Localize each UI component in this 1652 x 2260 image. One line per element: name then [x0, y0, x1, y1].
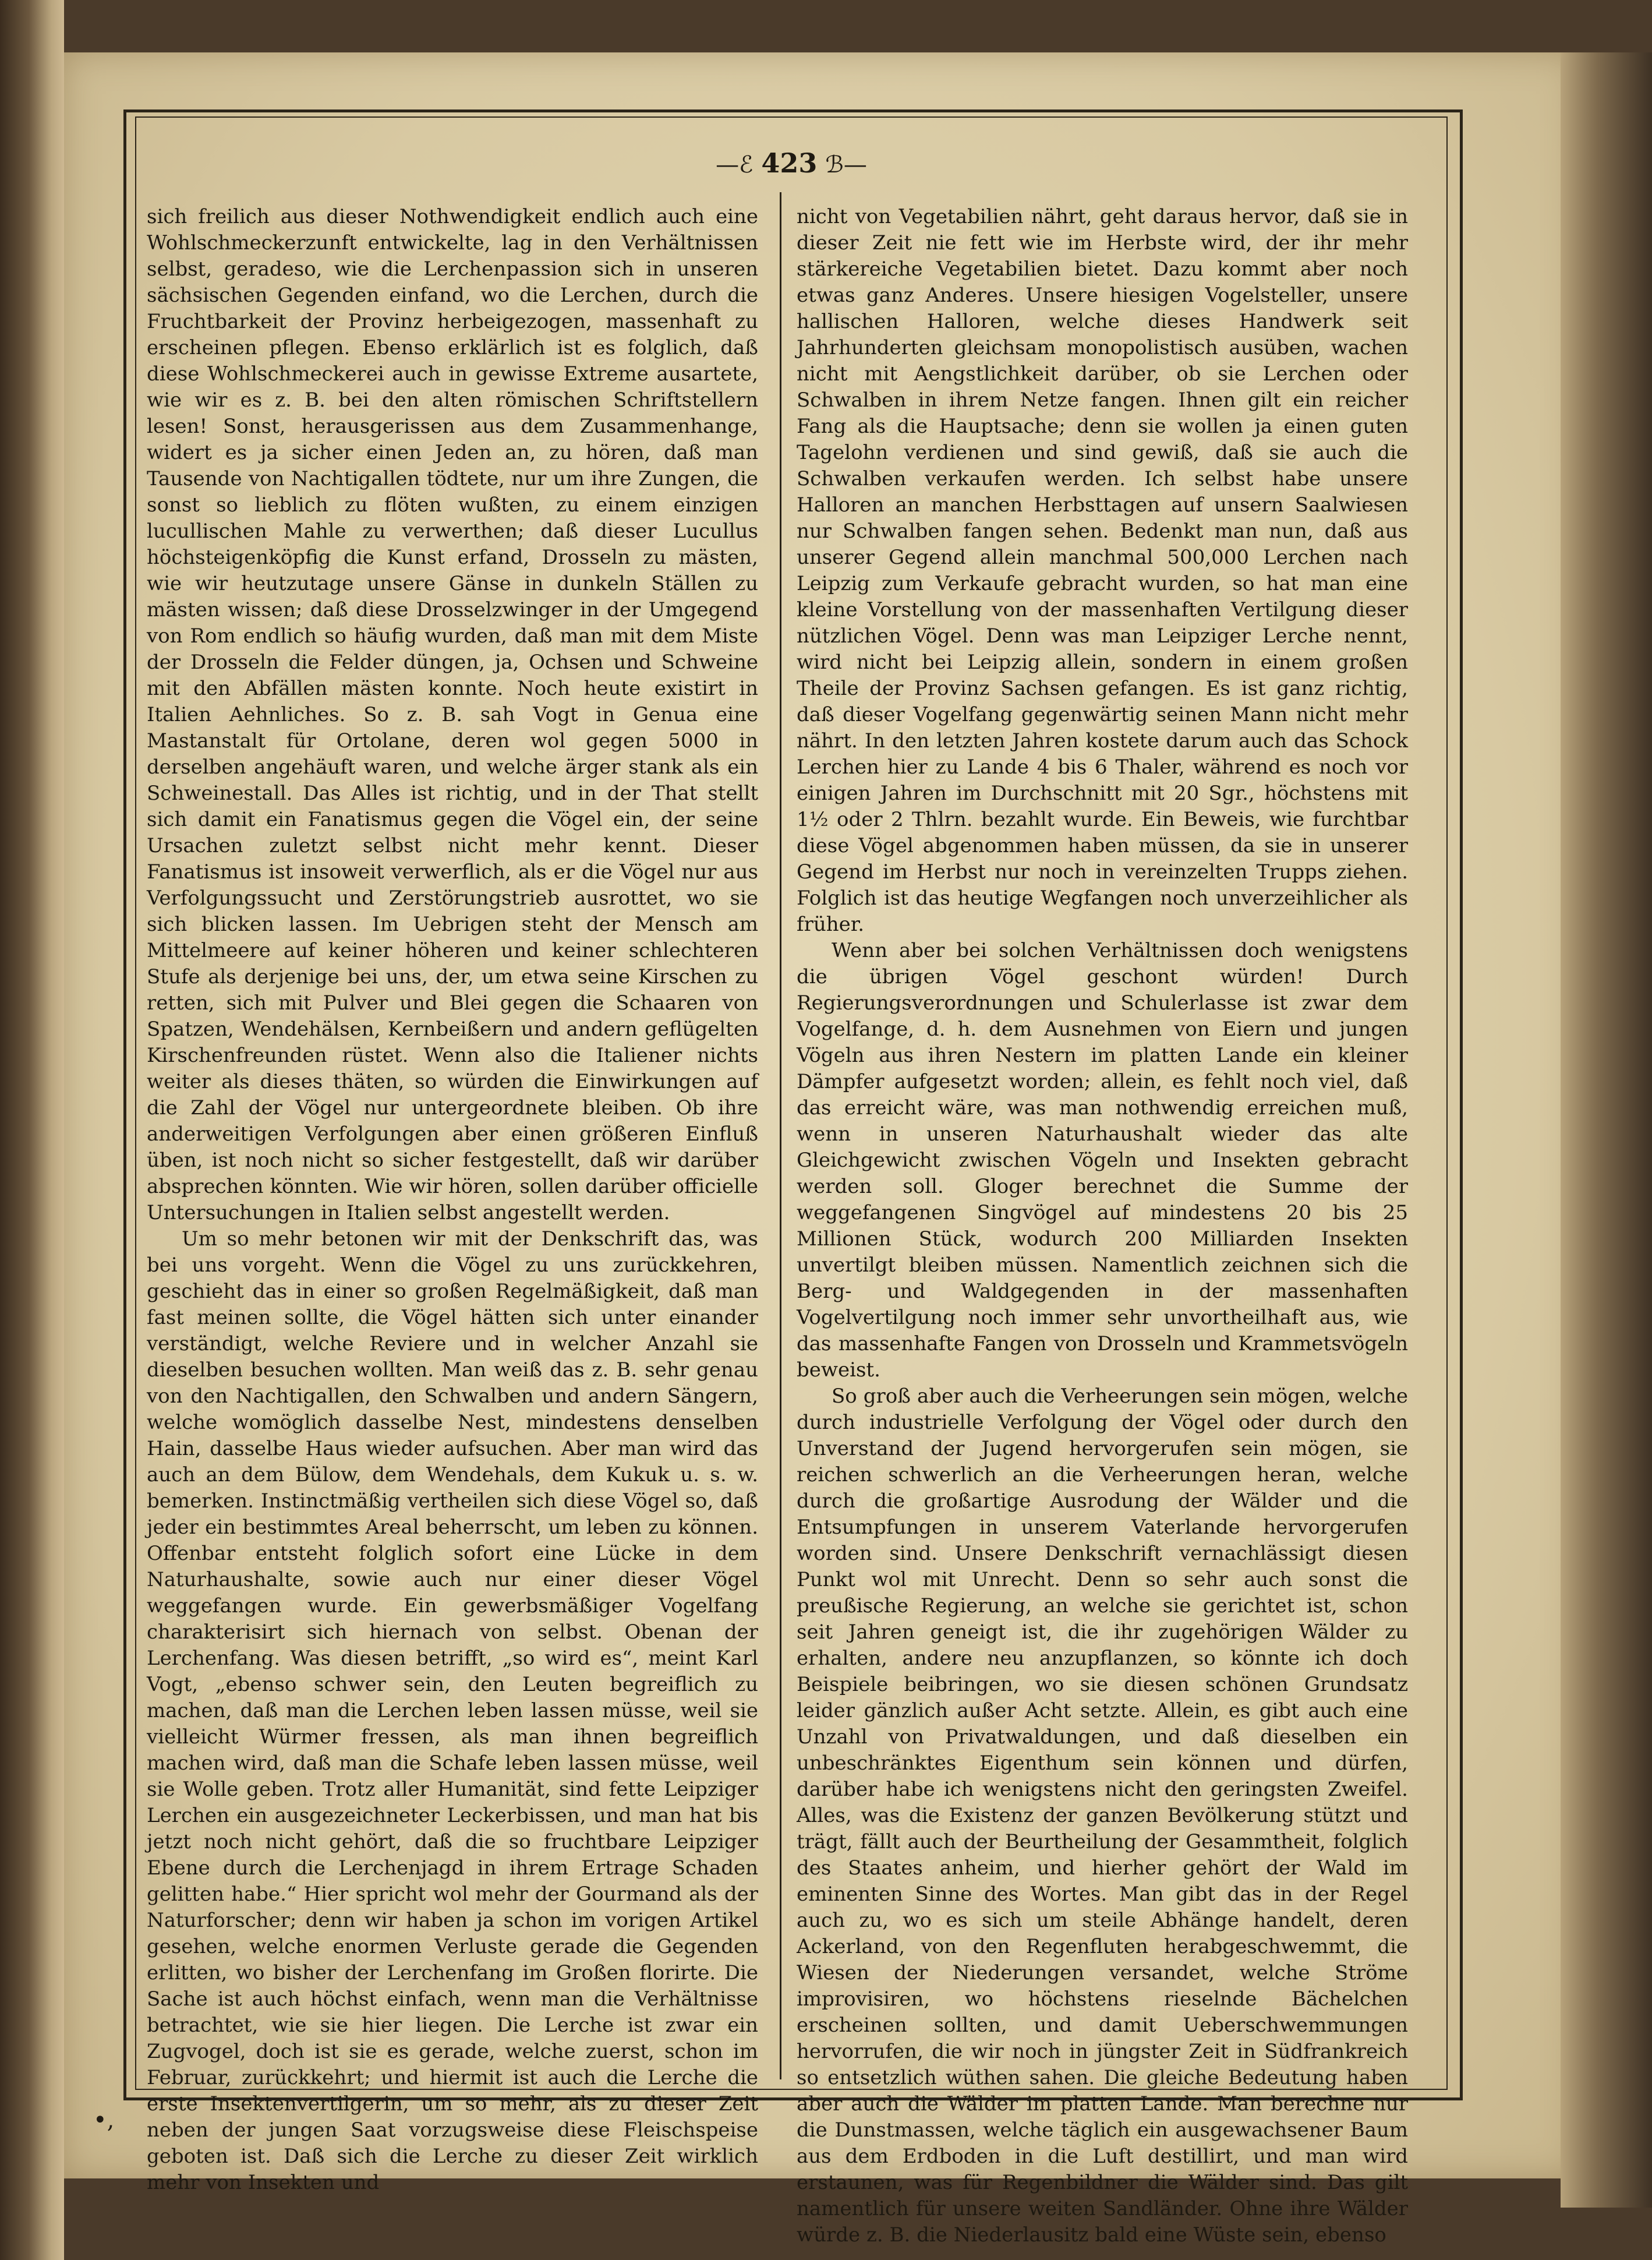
- ornament-right: ℬ—: [825, 151, 867, 178]
- right-paragraph-1: nicht von Vegetabilien nährt, geht daraus hervor, daß sie in dieser Zeit nie fett wie im Herbste wird, der ihr mehr stärkereiche Vegetabilien bietet. Dazu kommt aber noch etwas ganz Anderes. Unsere hiesigen Vogelsteller, unsere hallischen Halloren, welche dieses Handwerk seit Jahrhunderten gleichsam monopolistisch ausüben, wachen nicht mit Aengstlichkeit darüber, ob sie Lerchen oder Schwalben in ihrem Netze fangen. Ihnen gilt ein reicher Fang als die Hauptsache; denn sie wollen ja einen guten Tagelohn verdienen und sind gewiß, daß sie auch die Schwalben verkaufen werden. Ich selbst habe unsere Halloren an manchen Herbsttagen auf unsern Saalwiesen nur Schwalben fangen sehen. Bedenkt man nun, daß aus unserer Gegend allein manchmal 500,000 Lerchen nach Leipzig zum Verkaufe gebracht wurden, so hat man eine kleine Vorstellung von der massenhaften Vertilgung dieser nützlichen Vögel. Denn was man Leipziger Lerche nennt, wird nicht bei Leipzig allein, sondern in einem großen Theile der Provinz Sachsen gefangen. Es ist ganz richtig, daß dieser Vogelfang gegenwärtig seinen Mann nicht mehr nährt. In den letzten Jahren kostete darum auch das Schock Lerchen hier zu Lande 4 bis 6 Thaler, während es noch vor einigen Jahren im Durchschnitt mit 20 Sgr., höchstens mit 1½ oder 2 Thlrn. bezahlt wurde. Ein Beweis, wie furchtbar diese Vögel abgenommen haben müssen, da sie in unserer Gegend im Herbst nur noch in vereinzelten Trupps ziehen. Folglich ist das heutige Wegfangen noch unverzeihlicher als früher.: [797, 205, 1408, 936]
- right-paragraph-3: So groß aber auch die Verheerungen sein mögen, welche durch industrielle Verfolgung der Vögel oder durch den Unverstand der Jugend hervorgerufen sein mögen, sie reichen schwerlich an die Verheerungen heran, welche durch die großartige Ausrodung der Wälder und die Entsumpfungen in unserem Vaterlande hervorgerufen worden sind. Unsere Denkschrift vernachlässigt diesen Punkt wol mit Unrecht. Denn so sehr auch sonst die preußische Regierung, an welche sie gerichtet ist, schon seit Jahren geneigt ist, die ihr zugehörigen Wälder zu erhalten, andere neu anzupflanzen, so könnte ich doch Beispiele beibringen, wo sie diesen schönen Grundsatz leider gänzlich außer Acht setzte. Allein, es gibt auch eine Unzahl von Privatwaldungen, und daß dieselben ein unbeschränktes Eigenthum sein können und dürfen, darüber habe ich wenigstens nicht den geringsten Zweifel. Alles, was die Existenz der ganzen Bevölkerung stützt und trägt, fällt auch der Beurtheilung der Gesammtheit, folglich des Staates anheim, und hierher gehört der Wald im eminenten Sinne des Wortes. Man gibt das in der Regel auch zu, wo es sich um steile Abhänge handelt, deren Ackerland, von den Regenfluten herabgeschwemmt, die Wiesen der Niederungen versandet, welche Ströme improvisiren, wo höchstens rieselnde Bächelchen erscheinen sollten, und damit Ueberschwemmungen hervorrufen, die wir noch in jüngster Zeit in Südfrankreich so entsetzlich wüthen sahen. Die gleiche Bedeutung haben aber auch die Wälder im platten Lande. Man berechne nur die Dunstmassen, welche täglich ein ausgewachsener Baum aus dem Erdboden in die Luft destillirt, und man wird erstaunen, was für Regenbildner die Wälder sind. Das gilt namentlich für unsere weiten Sandländer. Ohne ihre Wälder würde z. B. die Niederlausitz bald eine Wüste sein, ebenso: [797, 1385, 1408, 2247]
- page-number-line: [708, 147, 875, 179]
- right-column: [797, 204, 1408, 2247]
- page-right-edge: [1561, 52, 1652, 2208]
- page-header: [135, 140, 1448, 186]
- book-spine-edge: [0, 0, 64, 2260]
- right-paragraph-2: Wenn aber bei solchen Verhältnissen doch wenigstens die übrigen Vögel geschont würden! Durch Regierungsverordnungen und Schulerlasse ist zwar dem Vogelfange, d. h. dem Ausnehmen von Eiern und jungen Vögeln aus ihren Nestern im platten Lande ein kleiner Dämpfer aufgesetzt worden; allein, es fehlt noch viel, daß das erreicht wäre, was man nothwendig erreichen muß, wenn in unseren Naturhaushalt wieder das alte Gleichgewicht zwischen Vögeln und Insekten gebracht werden soll. Gloger berechnet die Summe der weggefangenen Singvögel auf mindestens 20 bis 25 Millionen Stück, wodurch 200 Milliarden Insekten unvertilgt bleiben müssen. Namentlich zeichnen sich die Berg- und Waldgegenden in der massenhaften Vogelvertilgung noch immer sehr unvortheilhaft aus, wie das massenhafte Fangen von Drosseln und Krammetsvögeln beweist.: [797, 939, 1408, 1382]
- left-paragraph-1: sich freilich aus dieser Nothwendigkeit endlich auch eine Wohlschmeckerzunft entwickelte, lag in den Verhältnissen selbst, geradeso, wie die Lerchenpassion sich in unseren sächsischen Gegenden einfand, wo die Lerchen, durch die Fruchtbarkeit der Provinz herbeigezogen, massenhaft zu erscheinen pflegen. Ebenso erklärlich ist es folglich, daß diese Wohlschmeckerei auch in gewisse Extreme ausartete, wie wir es z. B. bei den alten römischen Schriftstellern lesen! Sonst, herausgerissen aus dem Zusammenhange, widert es ja sicher einen Jeden an, zu hören, daß man Tausende von Nachtigallen tödtete, nur um ihre Zungen, die sonst so lieblich zu flöten wußten, zu einem einzigen lucullischen Mahle zu verwerthen; daß dieser Lucullus höchsteigenköpfig die Kunst erfand, Drosseln zu mästen, wie wir heutzutage unsere Gänse in dunkeln Ställen zu mästen wissen; daß diese Drosselzwinger in der Umgegend von Rom endlich so häufig wurden, daß man mit dem Miste der Drosseln die Felder düngen, ja, Ochsen und Schweine mit den Abfällen mästen konnte. Noch heute existirt in Italien Aehnliches. So z. B. sah Vogt in Genua eine Mastanstalt für Ortolane, deren wol gegen 5000 in derselben angehäuft waren, und welche ärger stank als ein Schweinestall. Das Alles ist richtig, und in der That stellt sich damit ein Fanatismus gegen die Vögel ein, der seine Ursachen zuletzt selbst nicht mehr kennt. Dieser Fanatismus ist insoweit verwerflich, als er die Vögel nur aus Verfolgungssucht und Zerstörungstrieb ausrottet, wo sie sich blicken lassen. Im Uebrigen steht der Mensch am Mittelmeere auf keiner höheren und keiner schlechteren Stufe als derjenige bei uns, der, um etwa seine Kirschen zu retten, sich mit Pulver und Blei gegen die Schaaren von Spatzen, Wendehälsen, Kernbeißern und andern geflügelten Kirschenfreunden rüstet. Wenn also die Italiener nichts weiter als dieses thäten, so würden die Einwirkungen auf die Zahl der Vögel nur untergeordnete bleiben. Ob ihre anderweitigen Verfolgungen aber einen größeren Einfluß üben, ist noch nicht so sicher festgestellt, daß wir darüber absprechen könnten. Wie wir hören, sollen darüber officielle Untersuchungen in Italien selbst angestellt werden.: [147, 205, 758, 1224]
- column-divider: [780, 192, 781, 2079]
- bottom-margin-marks: •,: [93, 2107, 115, 2134]
- page-number: 423: [761, 147, 818, 179]
- left-paragraph-2: Um so mehr betonen wir mit der Denkschrift das, was bei uns vorgeht. Wenn die Vögel zu uns zurückkehren, geschieht das in einer so großen Regelmäßigkeit, daß man fast meinen sollte, die Vögel hätten sich unter einander verständigt, welche Reviere und in welcher Anzahl sie dieselben besuchen wollten. Man weiß das z. B. sehr genau von den Nachtigallen, den Schwalben und andern Sängern, welche womöglich dasselbe Nest, mindestens denselben Hain, dasselbe Haus wieder aufsuchen. Aber man wird das auch an dem Bülow, dem Wendehals, dem Kukuk u. s. w. bemerken. Instinctmäßig vertheilen sich diese Vögel so, daß jeder ein bestimmtes Areal beherrscht, um leben zu können. Offenbar entsteht folglich sofort eine Lücke in dem Naturhaushalte, sowie auch nur einer dieser Vögel weggefangen wurde. Ein gewerbsmäßiger Vogelfang charakterisirt sich hiernach von selbst. Obenan der Lerchenfang. Was diesen betrifft, „so wird es“, meint Karl Vogt, „ebenso schwer sein, den Leuten begreiflich zu machen, daß man die Lerchen leben lassen müsse, weil sie vielleicht Würmer fressen, als man ihnen begreiflich machen wird, daß man die Schafe leben lassen müsse, weil sie Wolle geben. Trotz aller Humanität, sind fette Leipziger Lerchen ein ausgezeichneter Leckerbissen, und man hat bis jetzt noch nicht gehört, daß die so fruchtbare Leipziger Ebene durch die Lerchenjagd in ihrem Ertrage Schaden gelitten habe.“ Hier spricht wol mehr der Gourmand als der Naturforscher; denn wir haben ja schon im vorigen Artikel gesehen, welche enormen Verluste gerade die Gegenden erlitten, wo bisher der Lerchenfang im Großen florirte. Die Sache ist auch höchst einfach, wenn man die Verhältnisse betrachtet, wie sie hier liegen. Die Lerche ist zwar ein Zugvogel, doch ist sie es gerade, welche zuerst, schon im Februar, zurückkehrt; und hiermit ist auch die Lerche die erste Insektenvertilgerin, um so mehr, als zu dieser Zeit neben der jungen Saat vorzugsweise diese Fleischspeise geboten ist. Daß sich die Lerche zu dieser Zeit wirklich mehr von Insekten und: [147, 1227, 758, 2194]
- left-column: [147, 204, 758, 2194]
- ornament-left: —ℰ: [716, 151, 754, 178]
